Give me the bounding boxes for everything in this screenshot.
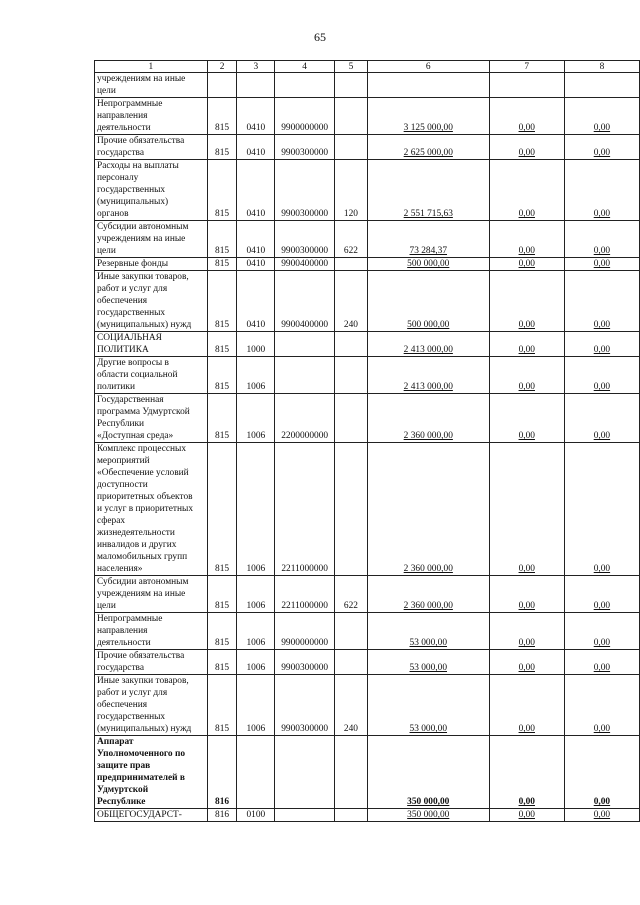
code-cell [207, 271, 237, 332]
name-cell-text: Непрограммные направления деятельности [97, 99, 163, 133]
amount-cell [564, 675, 639, 736]
section-cell-text: 1006 [246, 724, 266, 734]
amount-cell [489, 135, 564, 160]
section-cell [237, 271, 275, 332]
amount-cell [367, 443, 489, 576]
table-row [95, 809, 640, 822]
amount-cell [489, 73, 564, 98]
code-cell-text: 815 [215, 564, 230, 574]
section-cell-text: 0100 [246, 810, 266, 820]
expense-type-cell [335, 357, 368, 394]
target-article-cell [275, 357, 335, 394]
amount-cell [489, 675, 564, 736]
expense-type-cell [335, 576, 368, 613]
expense-type-cell [335, 675, 368, 736]
section-cell [237, 736, 275, 809]
name-cell [95, 650, 208, 675]
amount-cell [367, 675, 489, 736]
target-article-cell-text: 9900300000 [281, 246, 329, 256]
name-cell [95, 258, 208, 271]
expense-type-cell [335, 160, 368, 221]
amount-cell [489, 736, 564, 809]
table-row [95, 73, 640, 98]
amount-cell-text: 0,00 [518, 148, 535, 158]
header-cell-7: 7 [489, 61, 564, 73]
target-article-cell [275, 160, 335, 221]
expense-type-cell [335, 73, 368, 98]
amount-cell-text: 0,00 [593, 601, 611, 611]
target-article-cell-text: 9900300000 [281, 663, 329, 673]
amount-cell-text: 2 360 000,00 [403, 601, 453, 611]
name-cell-text: ОБЩЕГОСУДАРСТ- [97, 810, 182, 820]
code-cell [207, 258, 237, 271]
amount-cell-text: 0,00 [593, 209, 611, 219]
expense-type-cell-text: 622 [343, 246, 358, 256]
section-cell-text: 0410 [246, 246, 266, 256]
amount-cell-text: 2 413 000,00 [403, 345, 453, 355]
amount-cell-text: 0,00 [518, 601, 535, 611]
amount-cell [489, 357, 564, 394]
expense-type-cell [335, 98, 368, 135]
amount-cell [564, 98, 639, 135]
section-cell [237, 332, 275, 357]
name-cell [95, 675, 208, 736]
code-cell [207, 135, 237, 160]
expense-type-cell-text: 120 [343, 209, 358, 219]
amount-cell [564, 443, 639, 576]
amount-cell-text: 0,00 [593, 564, 611, 574]
name-cell [95, 613, 208, 650]
amount-cell [489, 258, 564, 271]
code-cell [207, 576, 237, 613]
name-cell-text: Прочие обязательства государства [97, 651, 185, 673]
target-article-cell [275, 576, 335, 613]
amount-cell [564, 394, 639, 443]
amount-cell [564, 809, 639, 822]
name-cell [95, 394, 208, 443]
amount-cell [564, 271, 639, 332]
code-cell [207, 394, 237, 443]
amount-cell [367, 650, 489, 675]
expense-type-cell [335, 613, 368, 650]
target-article-cell [275, 809, 335, 822]
name-cell-text: Иные закупки товаров, работ и услуг для обеспечения государственных (муниципальных) нужд [97, 272, 192, 330]
code-cell-text: 815 [215, 259, 230, 269]
target-article-cell-text: 9900400000 [281, 259, 329, 269]
amount-cell-text: 2 360 000,00 [403, 431, 453, 441]
name-cell-text: Непрограммные направления деятельности [97, 614, 163, 648]
name-cell [95, 736, 208, 809]
amount-cell-text: 0,00 [518, 564, 535, 574]
name-cell-text: Государственная программа Удмуртской Республики «Доступная среда» [97, 395, 190, 441]
amount-cell [564, 576, 639, 613]
amount-cell [367, 221, 489, 258]
amount-cell-text: 53 000,00 [409, 724, 448, 734]
amount-cell-text: 0,00 [593, 797, 611, 807]
amount-cell [367, 809, 489, 822]
name-cell [95, 809, 208, 822]
section-cell [237, 443, 275, 576]
name-cell [95, 357, 208, 394]
section-cell [237, 576, 275, 613]
section-cell [237, 357, 275, 394]
code-cell [207, 736, 237, 809]
expense-type-cell [335, 443, 368, 576]
name-cell [95, 135, 208, 160]
amount-cell-text: 0,00 [518, 382, 535, 392]
amount-cell-text: 2 625 000,00 [403, 148, 453, 158]
section-cell-text: 0410 [246, 320, 266, 330]
table-row [95, 160, 640, 221]
section-cell [237, 650, 275, 675]
name-cell-text: Субсидии автономным учреждениям на иные цели [97, 577, 189, 611]
table-row [95, 258, 640, 271]
table-row [95, 675, 640, 736]
amount-cell-text: 0,00 [593, 663, 611, 673]
name-cell [95, 271, 208, 332]
code-cell [207, 675, 237, 736]
expense-type-cell [335, 736, 368, 809]
target-article-cell-text: 2211000000 [281, 601, 328, 611]
expense-type-cell [335, 135, 368, 160]
code-cell-text: 815 [215, 246, 230, 256]
amount-cell [489, 332, 564, 357]
code-cell [207, 357, 237, 394]
amount-cell [367, 357, 489, 394]
amount-cell [367, 613, 489, 650]
amount-cell [489, 160, 564, 221]
name-cell [95, 332, 208, 357]
amount-cell-text: 350 000,00 [407, 810, 450, 820]
amount-cell-text: 2 413 000,00 [403, 382, 453, 392]
amount-cell-text: 73 284,37 [409, 246, 448, 256]
amount-cell [564, 650, 639, 675]
table-row [95, 576, 640, 613]
target-article-cell [275, 258, 335, 271]
name-cell [95, 443, 208, 576]
target-article-cell [275, 443, 335, 576]
code-cell-text: 815 [215, 601, 230, 611]
amount-cell-text: 53 000,00 [409, 638, 448, 648]
expense-type-cell [335, 809, 368, 822]
target-article-cell [275, 675, 335, 736]
target-article-cell [275, 271, 335, 332]
target-article-cell [275, 135, 335, 160]
target-article-cell [275, 736, 335, 809]
target-article-cell-text: 9900300000 [281, 148, 329, 158]
name-cell-text: Другие вопросы в области социальной политики [97, 358, 178, 392]
table-header-row [95, 61, 640, 73]
amount-cell-text: 3 125 000,00 [403, 123, 453, 133]
expense-type-cell-text: 240 [343, 724, 358, 734]
target-article-cell-text: 9900000000 [281, 123, 329, 133]
amount-cell [367, 73, 489, 98]
code-cell-text: 815 [215, 123, 230, 133]
name-cell [95, 221, 208, 258]
table-row [95, 271, 640, 332]
amount-cell-text: 53 000,00 [409, 663, 448, 673]
amount-cell-text: 0,00 [518, 246, 535, 256]
amount-cell [367, 160, 489, 221]
code-cell-text: 815 [215, 663, 230, 673]
expense-type-cell-text: 622 [343, 601, 358, 611]
amount-cell-text: 0,00 [518, 345, 535, 355]
name-cell-text: Комплекс процессных мероприятий «Обеспечение условий доступности приоритетных объектов и услуг в приоритетных сферах жизнедеятельности инвалидов и других маломобильных групп населения» [97, 444, 194, 574]
amount-cell-text: 500 000,00 [407, 259, 450, 269]
table-body [95, 61, 640, 822]
section-cell [237, 160, 275, 221]
target-article-cell [275, 73, 335, 98]
amount-cell [367, 258, 489, 271]
amount-cell-text: 0,00 [518, 259, 535, 269]
code-cell [207, 160, 237, 221]
amount-cell [489, 576, 564, 613]
code-cell [207, 221, 237, 258]
header-cell-5: 5 [335, 61, 368, 73]
amount-cell-text: 0,00 [518, 638, 535, 648]
section-cell-text: 0410 [246, 148, 266, 158]
section-cell [237, 221, 275, 258]
section-cell-text: 1006 [246, 382, 266, 392]
table-row [95, 98, 640, 135]
section-cell [237, 73, 275, 98]
table-row [95, 357, 640, 394]
amount-cell [489, 221, 564, 258]
page-number: 65 [314, 30, 326, 44]
section-cell-text: 1006 [246, 638, 266, 648]
header-cell-6: 6 [367, 61, 489, 73]
code-cell-text: 815 [215, 638, 230, 648]
code-cell [207, 73, 237, 98]
target-article-cell-text: 2200000000 [281, 431, 329, 441]
expense-type-cell [335, 650, 368, 675]
code-cell [207, 443, 237, 576]
section-cell-text: 0410 [246, 123, 266, 133]
target-article-cell-text: 9900000000 [281, 638, 329, 648]
name-cell [95, 73, 208, 98]
code-cell [207, 650, 237, 675]
name-cell [95, 98, 208, 135]
amount-cell-text: 350 000,00 [407, 797, 450, 807]
amount-cell-text: 0,00 [593, 345, 611, 355]
budget-table [94, 60, 640, 822]
expense-type-cell [335, 332, 368, 357]
name-cell-text: учреждениям на иные цели [97, 74, 186, 96]
amount-cell-text: 0,00 [518, 797, 535, 807]
amount-cell-text: 0,00 [593, 320, 611, 330]
code-cell-text: 815 [215, 345, 230, 355]
code-cell-text: 815 [215, 382, 230, 392]
section-cell-text: 1006 [246, 431, 266, 441]
amount-cell [367, 576, 489, 613]
amount-cell-text: 0,00 [518, 209, 535, 219]
amount-cell-text: 0,00 [518, 810, 535, 820]
target-article-cell [275, 394, 335, 443]
amount-cell [564, 332, 639, 357]
amount-cell [489, 809, 564, 822]
section-cell [237, 98, 275, 135]
amount-cell [367, 271, 489, 332]
target-article-cell [275, 613, 335, 650]
amount-cell-text: 2 360 000,00 [403, 564, 453, 574]
expense-type-cell-text: 240 [343, 320, 358, 330]
target-article-cell-text: 9900400000 [281, 320, 329, 330]
amount-cell [564, 73, 639, 98]
code-cell [207, 809, 237, 822]
amount-cell [489, 394, 564, 443]
section-cell [237, 809, 275, 822]
name-cell-text: СОЦИАЛЬНАЯ ПОЛИТИКА [97, 333, 162, 355]
amount-cell-text: 0,00 [593, 259, 611, 269]
amount-cell [564, 258, 639, 271]
amount-cell-text: 0,00 [518, 123, 535, 133]
header-cell-1: 1 [95, 61, 208, 73]
code-cell-text: 815 [215, 320, 230, 330]
target-article-cell-text: 9900300000 [281, 209, 329, 219]
name-cell [95, 160, 208, 221]
header-cell-3: 3 [237, 61, 275, 73]
code-cell-text: 815 [215, 209, 230, 219]
amount-cell-text: 0,00 [593, 246, 611, 256]
target-article-cell [275, 221, 335, 258]
section-cell-text: 1006 [246, 601, 266, 611]
amount-cell-text: 0,00 [593, 382, 611, 392]
name-cell-text: Аппарат Уполномоченного по защите прав предпринимателей в Удмуртской Республике [97, 737, 186, 807]
code-cell [207, 332, 237, 357]
section-cell [237, 258, 275, 271]
code-cell-text: 815 [215, 148, 230, 158]
amount-cell-text: 0,00 [593, 148, 611, 158]
amount-cell-text: 0,00 [593, 638, 611, 648]
table-row [95, 443, 640, 576]
amount-cell-text: 500 000,00 [407, 320, 450, 330]
amount-cell [367, 332, 489, 357]
table-row [95, 736, 640, 809]
section-cell-text: 1000 [246, 345, 266, 355]
section-cell-text: 0410 [246, 259, 266, 269]
amount-cell [564, 221, 639, 258]
amount-cell [489, 613, 564, 650]
name-cell [95, 576, 208, 613]
expense-type-cell [335, 394, 368, 443]
target-article-cell [275, 98, 335, 135]
table-row [95, 332, 640, 357]
amount-cell [367, 98, 489, 135]
amount-cell-text: 0,00 [593, 123, 611, 133]
section-cell-text: 0410 [246, 209, 266, 219]
amount-cell [367, 394, 489, 443]
header-cell-2: 2 [207, 61, 237, 73]
table-row [95, 650, 640, 675]
target-article-cell [275, 332, 335, 357]
target-article-cell-text: 9900300000 [281, 724, 329, 734]
amount-cell-text: 0,00 [518, 663, 535, 673]
section-cell [237, 675, 275, 736]
amount-cell [367, 135, 489, 160]
amount-cell [489, 98, 564, 135]
amount-cell [564, 135, 639, 160]
expense-type-cell [335, 258, 368, 271]
amount-cell-text: 0,00 [593, 724, 611, 734]
table-row [95, 135, 640, 160]
amount-cell-text: 0,00 [518, 431, 535, 441]
expense-type-cell [335, 271, 368, 332]
section-cell [237, 613, 275, 650]
amount-cell [564, 613, 639, 650]
target-article-cell-text: 2211000000 [281, 564, 328, 574]
header-cell-4: 4 [275, 61, 335, 73]
name-cell-text: Прочие обязательства государства [97, 136, 185, 158]
table-row [95, 613, 640, 650]
amount-cell [489, 271, 564, 332]
name-cell-text: Резервные фонды [97, 259, 169, 269]
code-cell [207, 613, 237, 650]
code-cell [207, 98, 237, 135]
amount-cell-text: 0,00 [518, 724, 535, 734]
table-row [95, 221, 640, 258]
amount-cell [564, 160, 639, 221]
section-cell-text: 1006 [246, 564, 266, 574]
name-cell-text: Иные закупки товаров, работ и услуг для обеспечения государственных (муниципальных) нужд [97, 676, 192, 734]
header-cell-8: 8 [564, 61, 639, 73]
name-cell-text: Расходы на выплаты персоналу государственных (муниципальных) органов [97, 161, 179, 219]
amount-cell-text: 0,00 [593, 810, 611, 820]
amount-cell [564, 357, 639, 394]
amount-cell-text: 0,00 [518, 320, 535, 330]
code-cell-text: 815 [215, 431, 230, 441]
code-cell-text: 815 [215, 724, 230, 734]
amount-cell-text: 0,00 [593, 431, 611, 441]
amount-cell [489, 650, 564, 675]
section-cell [237, 394, 275, 443]
target-article-cell [275, 650, 335, 675]
section-cell [237, 135, 275, 160]
amount-cell [367, 736, 489, 809]
amount-cell-text: 2 551 715,63 [403, 209, 453, 219]
name-cell-text: Субсидии автономным учреждениям на иные цели [97, 222, 189, 256]
expense-type-cell [335, 221, 368, 258]
section-cell-text: 1006 [246, 663, 266, 673]
code-cell-text: 816 [215, 810, 230, 820]
table-row [95, 394, 640, 443]
code-cell-text: 816 [215, 797, 230, 807]
amount-cell [489, 443, 564, 576]
amount-cell [564, 736, 639, 809]
